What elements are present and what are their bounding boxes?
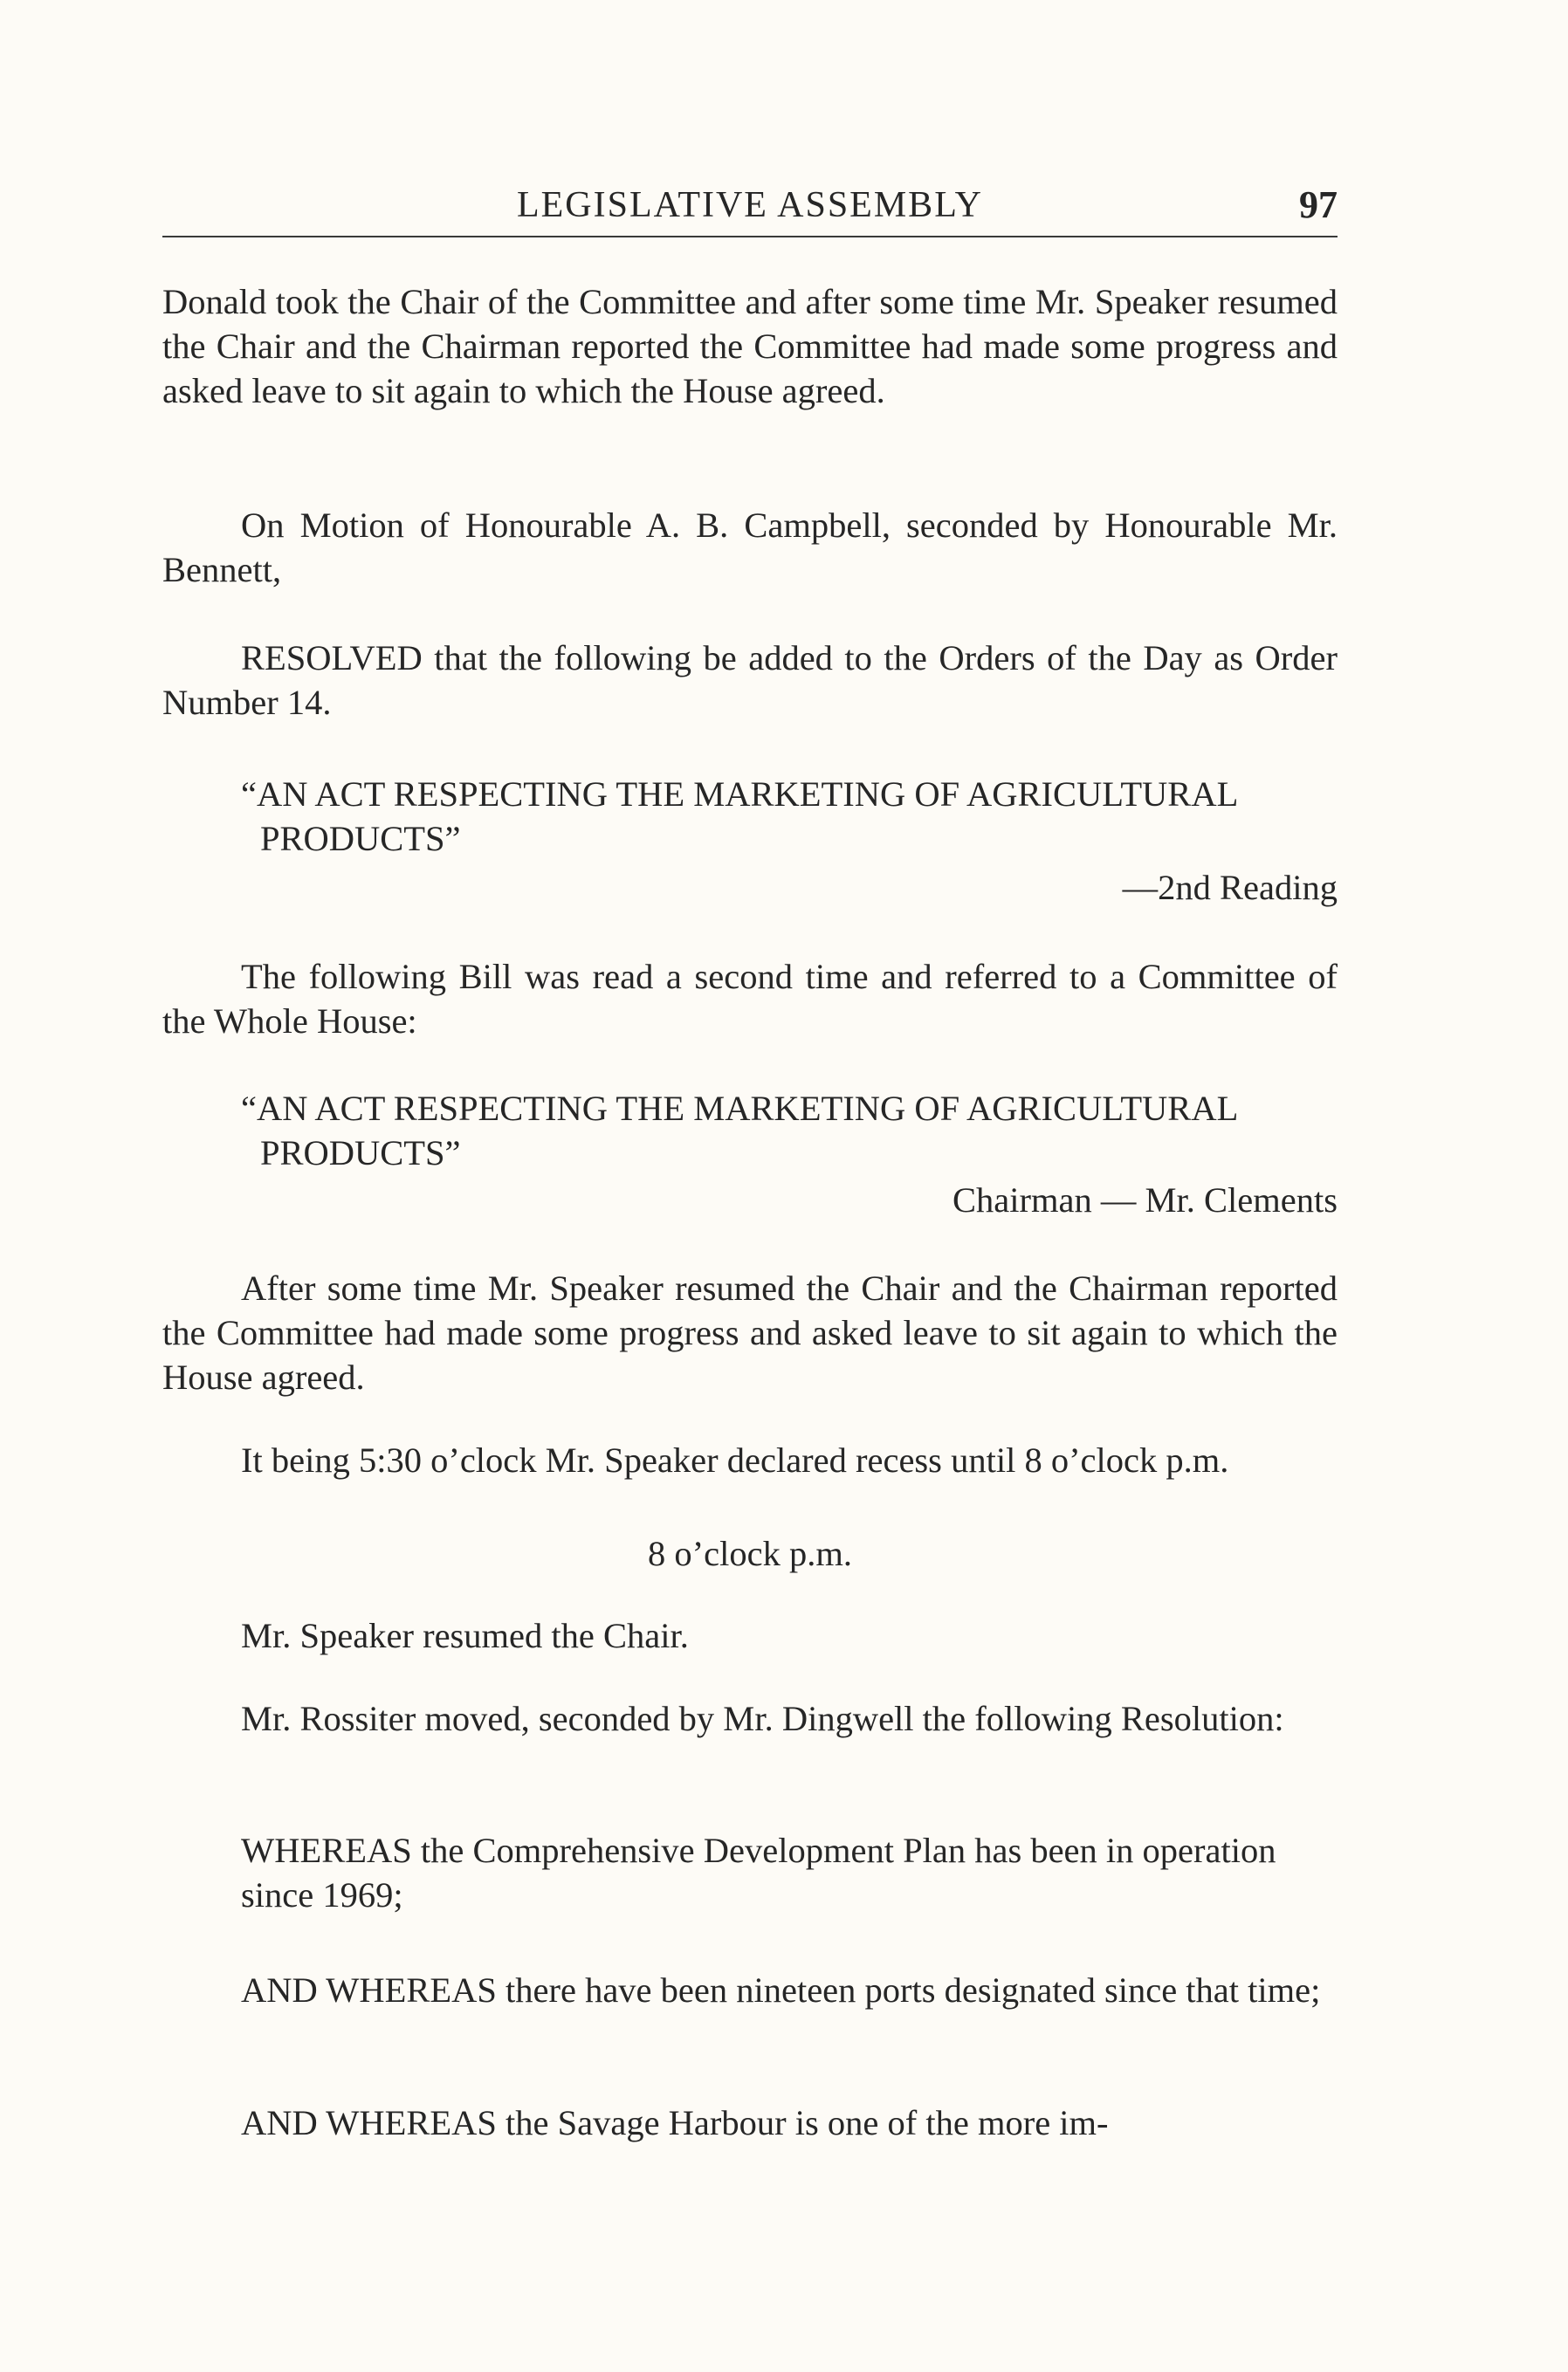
running-header: [162, 175, 1338, 237]
paragraph-second-reading: The following Bill was read a second time and referred to a Committee of the Whole House:: [162, 957, 1338, 1041]
bill-title-2-text: “AN ACT RESPECTING THE MARKETING OF AGRICULTURAL PRODUCTS”: [241, 1089, 1237, 1172]
bill-title-2: [241, 1086, 1338, 1175]
paragraph-recess: It being 5:30 o’clock Mr. Speaker declared recess until 8 o’clock p.m.: [241, 1440, 1229, 1480]
whereas-1: WHEREAS the Comprehensive Development Plan has been in operation since 1969;: [241, 1831, 1276, 1915]
paragraph-speaker-resumed: After some time Mr. Speaker resumed the Chair and the Chairman reported the Committee had made some progress and asked leave to sit again to which the House agreed.: [162, 1269, 1338, 1397]
paragraph-motion: On Motion of Honourable A. B. Campbell, seconded by Honourable Mr. Bennett,: [162, 505, 1338, 589]
bill-reading-note: —2nd Reading: [1122, 868, 1338, 907]
bill-chairman-note: Chairman — Mr. Clements: [952, 1180, 1338, 1220]
time-heading: 8 o’clock p.m.: [648, 1534, 852, 1573]
whereas-2: AND WHEREAS there have been nineteen ports designated since that time;: [241, 1970, 1321, 2010]
whereas-3: AND WHEREAS the Savage Harbour is one of the more im-: [241, 2103, 1109, 2142]
page-number: 97: [1299, 183, 1338, 226]
paragraph-rossiter-moved: Mr. Rossiter moved, seconded by Mr. Dingwell the following Resolution:: [241, 1699, 1284, 1738]
paragraph-chair-resumed: Mr. Speaker resumed the Chair.: [241, 1616, 689, 1655]
paragraph-resolved: RESOLVED that the following be added to the Orders of the Day as Order Number 14.: [162, 638, 1338, 722]
header-title: LEGISLATIVE ASSEMBLY: [517, 185, 983, 225]
paragraph-committee-progress: Donald took the Chair of the Committee and after some time Mr. Speaker resumed the Chair and the Chairman reported the Committee had made some progress and asked leave to sit again to which the House agreed.: [162, 282, 1338, 410]
bill-title-1-text: “AN ACT RESPECTING THE MARKETING OF AGRICULTURAL PRODUCTS”: [241, 774, 1237, 858]
bill-title-1: [241, 772, 1338, 861]
